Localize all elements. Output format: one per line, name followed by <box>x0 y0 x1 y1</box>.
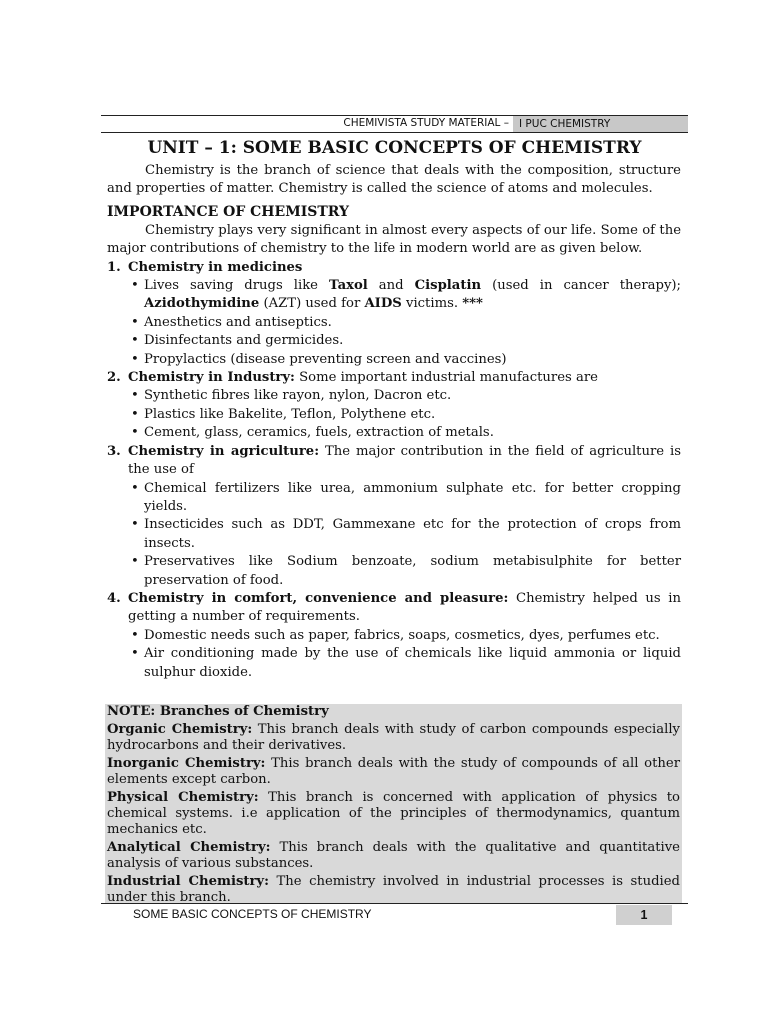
section-comfort <box>107 590 681 627</box>
section-text: Some important industrial manufactures are <box>294 370 598 386</box>
list-item: • Disinfectants and germicides. <box>129 332 681 350</box>
list-item: • Preservatives like Sodium benzoate, sodium metabisulphite for better preservation of food. <box>131 554 681 588</box>
bullet-icon: • <box>131 278 139 294</box>
section-number: 2. <box>107 370 121 386</box>
bullet-icon: • <box>131 554 139 570</box>
list-item: • Propylactics (disease preventing screen and vaccines) <box>129 351 681 369</box>
note-box-branches <box>105 704 682 903</box>
section-number: 4. <box>107 590 121 606</box>
section-title: Chemistry in agriculture: <box>128 443 320 459</box>
section-text: Chemistry helped us in getting a number of requirements. <box>128 590 682 625</box>
header-study-material: CHEMIVISTA STUDY MATERIAL – <box>343 117 509 129</box>
page-number: 1 <box>616 905 672 925</box>
bullet-icon: • <box>131 388 139 404</box>
note-analytical: Analytical Chemistry: This branch deals with the qualitative and quantitative analysis of various substances. <box>107 840 680 871</box>
list-item: • Insecticides such as DDT, Gammexane etc for the protection of crops from insects. <box>131 517 681 551</box>
note-industrial: Industrial Chemistry: The chemistry involved in industrial processes is studied under this branch. <box>107 874 680 905</box>
list-item: • Anesthetics and antiseptics. <box>129 314 681 332</box>
section-number: 3. <box>107 443 121 459</box>
bullet-icon: • <box>131 517 139 533</box>
bullet-icon: • <box>131 646 139 662</box>
list-item: • Lives saving drugs like Taxol and Cisplatin (used in cancer therapy); Azidothymidine (AZT) used for AIDS victims. *** <box>131 278 681 312</box>
list-item: • Cement, glass, ceramics, fuels, extraction of metals. <box>129 424 681 442</box>
bullet-icon: • <box>131 406 139 422</box>
bullet-icon: • <box>131 480 139 496</box>
main-content <box>107 162 681 682</box>
section-title: Chemistry in Industry: <box>128 370 295 386</box>
section-title: Chemistry in comfort, convenience and pleasure: <box>128 590 509 606</box>
note-physical: Physical Chemistry: This branch is concerned with application of physics to chemical systems. i.e application of the principles of thermodynamics, quantum mechanics etc. <box>107 790 680 837</box>
bullet-icon: • <box>131 425 139 441</box>
agriculture-list <box>107 480 681 590</box>
industry-list <box>107 387 681 442</box>
list-item: • Air conditioning made by the use of chemicals like liquid ammonia or liquid sulphur dioxide. <box>131 646 681 680</box>
importance-paragraph: Chemistry plays very significant in almost every aspects of our life. Some of the major contributions of chemistry to the life in modern world are as given below. <box>107 222 681 257</box>
importance-heading: IMPORTANCE OF CHEMISTRY <box>107 203 349 220</box>
section-medicines <box>107 259 681 277</box>
intro-paragraph: Chemistry is the branch of science that deals with the composition, structure and properties of matter. Chemistry is called the science of atoms and molecules. <box>107 163 681 197</box>
page-footer <box>101 903 688 926</box>
list-item: • Chemical fertilizers like urea, ammonium sulphate etc. for better cropping yields. <box>131 480 681 514</box>
bullet-icon: • <box>131 351 139 367</box>
section-industry <box>107 369 681 387</box>
note-organic: Organic Chemistry: This branch deals with study of carbon compounds especially hydrocarbons and their derivatives. <box>107 722 680 753</box>
list-item: • Plastics like Bakelite, Teflon, Polythene etc. <box>129 406 681 424</box>
note-inorganic: Inorganic Chemistry: This branch deals with the study of compounds of all other elements except carbon. <box>107 756 681 787</box>
section-title: Chemistry in medicines <box>128 259 303 275</box>
footer-title: SOME BASIC CONCEPTS OF CHEMISTRY <box>133 907 372 921</box>
list-item: • Synthetic fibres like rayon, nylon, Dacron etc. <box>129 387 681 405</box>
comfort-list <box>107 627 681 682</box>
section-number: 1. <box>107 259 121 275</box>
bullet-icon: • <box>131 627 139 643</box>
running-header <box>101 115 688 133</box>
bullet-icon: • <box>131 314 139 330</box>
section-text: The major contribution in the field of agriculture is the use of <box>128 443 681 478</box>
bullet-icon: • <box>131 333 139 349</box>
list-item: • Domestic needs such as paper, fabrics, soaps, cosmetics, dyes, perfumes etc. <box>129 627 681 645</box>
header-course: I PUC CHEMISTRY <box>513 116 688 132</box>
medicines-list <box>107 277 681 369</box>
note-heading: NOTE: Branches of Chemistry <box>107 704 329 719</box>
page-title: UNIT – 1: SOME BASIC CONCEPTS OF CHEMISTRY <box>147 138 642 158</box>
section-agriculture <box>107 443 681 480</box>
